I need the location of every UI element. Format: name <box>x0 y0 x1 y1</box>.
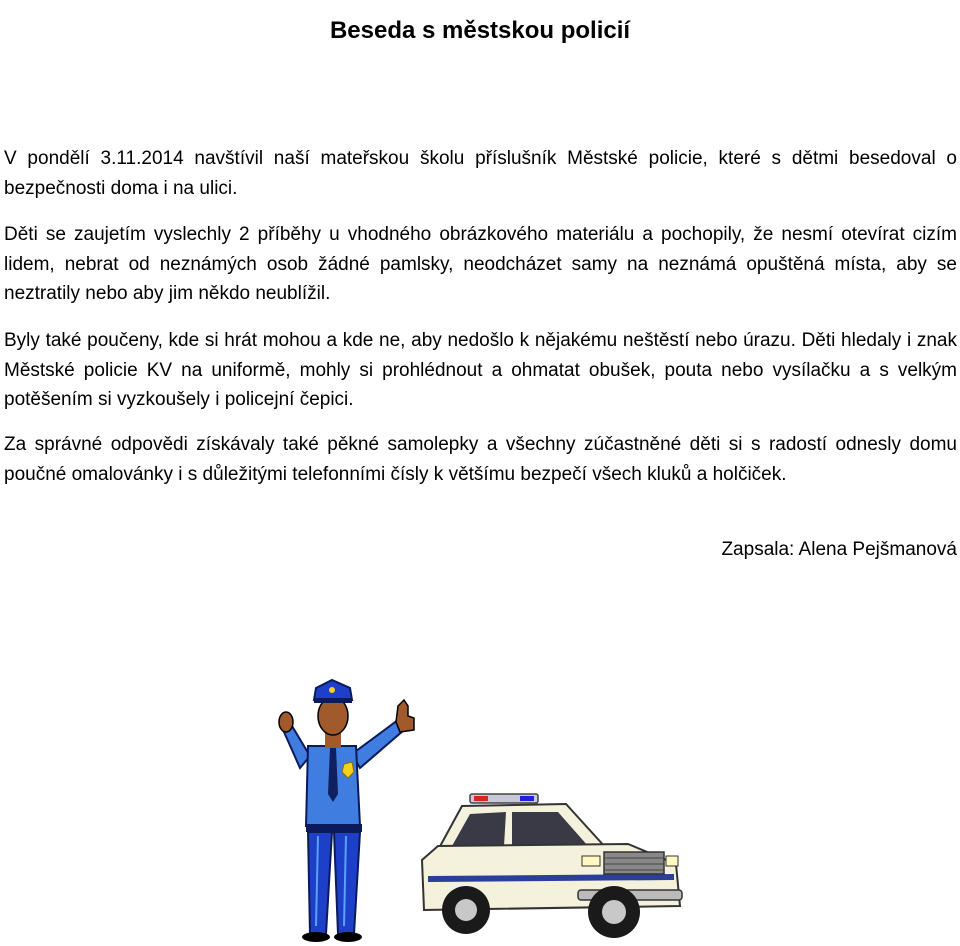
policeman-illustration <box>270 676 430 944</box>
paragraph-4: Za správné odpovědi získávaly také pěkné samolepky a všechny zúčastněné děti si s radostí odnesly domu poučné omalovánky i s důležitými telefonními čísly k většímu bezpečí všech kluků a holčiček. <box>4 434 957 485</box>
paragraph-1: V pondělí 3.11.2014 navštívil naší mateřskou školu příslušník Městské policie, které s dětmi besedoval o bezpečnosti doma i na ulici. <box>4 148 957 199</box>
signature: Zapsala: Alena Pejšmanová <box>721 539 957 560</box>
police-car-illustration <box>418 790 684 942</box>
paragraph-3: Byly také poučeny, kde si hrát mohou a kde ne, aby nedošlo k nějakému neštěstí nebo úrazu. Děti hledaly i znak Městské policie KV na uniformě, mohly si prohlédnout a ohmatat obušek, pouta nebo vysílačku a s velkým potěšením si vyzkoušely i policejní čepici. <box>4 330 957 410</box>
paragraph-2: Děti se zaujetím vyslechly 2 příběhy u vhodného obrázkového materiálu a pochopily, že nesmí otevírat cizím lidem, nebrat od neznámých osob žádné pamlsky, neodcházet samy na neznámá opuštěná místa, aby se neztratily nebo aby jim někdo neublížil. <box>4 224 957 304</box>
page-title: Beseda s městskou policií <box>329 17 631 45</box>
